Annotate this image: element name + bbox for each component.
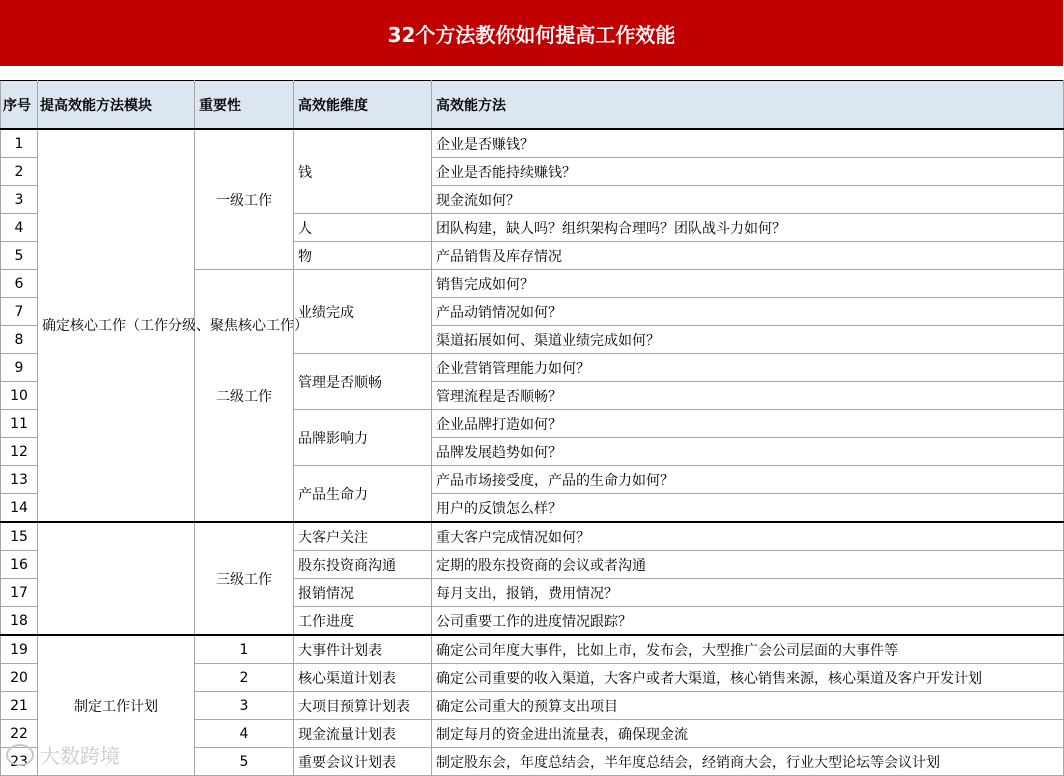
method-cell[interactable]: 重大客户完成情况如何？: [432, 522, 1064, 551]
row-index[interactable]: 15: [1, 522, 38, 551]
row-index[interactable]: 21: [1, 692, 38, 720]
header-importance[interactable]: 重要性: [195, 81, 294, 130]
method-cell[interactable]: 每月支出，报销，费用情况？: [432, 579, 1064, 607]
importance-cell[interactable]: 2: [195, 664, 294, 692]
row-index[interactable]: 9: [1, 354, 38, 382]
method-cell[interactable]: 产品市场接受度，产品的生命力如何？: [432, 466, 1064, 494]
dimension-cell[interactable]: 大事件计划表: [294, 635, 432, 664]
dimension-cell[interactable]: 工作进度: [294, 607, 432, 636]
method-cell[interactable]: 企业品牌打造如何？: [432, 410, 1064, 438]
method-cell[interactable]: 现金流如何？: [432, 186, 1064, 214]
method-cell[interactable]: 制定每月的资金进出流量表，确保现金流: [432, 720, 1064, 748]
importance-cell-level2[interactable]: 二级工作: [195, 270, 294, 523]
header-method[interactable]: 高效能方法: [432, 81, 1064, 130]
method-cell[interactable]: 品牌发展趋势如何？: [432, 438, 1064, 466]
method-cell[interactable]: 制定股东会，年度总结会，半年度总结会，经销商大会，行业大型论坛等会议计划: [432, 748, 1064, 776]
method-cell[interactable]: 定期的股东投资商的会议或者沟通: [432, 551, 1064, 579]
importance-cell[interactable]: 4: [195, 720, 294, 748]
dimension-cell[interactable]: 重要会议计划表: [294, 748, 432, 776]
row-index[interactable]: 5: [1, 242, 38, 270]
header-row: [1, 81, 1064, 130]
dimension-cell[interactable]: 现金流量计划表: [294, 720, 432, 748]
row-index[interactable]: 16: [1, 551, 38, 579]
method-cell[interactable]: 确定公司重大的预算支出项目: [432, 692, 1064, 720]
method-cell[interactable]: 销售完成如何？: [432, 270, 1064, 298]
method-cell[interactable]: 确定公司年度大事件，比如上市，发布会，大型推广会公司层面的大事件等: [432, 635, 1064, 664]
importance-cell[interactable]: 3: [195, 692, 294, 720]
method-cell[interactable]: 企业是否赚钱？: [432, 129, 1064, 158]
row-index[interactable]: 17: [1, 579, 38, 607]
dimension-cell-people[interactable]: 人: [294, 214, 432, 242]
row-index[interactable]: 11: [1, 410, 38, 438]
dimension-cell[interactable]: 报销情况: [294, 579, 432, 607]
table-row: [1, 129, 1064, 158]
watermark-text: 大数跨境: [40, 744, 120, 768]
row-index[interactable]: 7: [1, 298, 38, 326]
header-index[interactable]: 序号: [1, 81, 38, 130]
method-cell[interactable]: 团队构建，缺人吗？组织架构合理吗？团队战斗力如何？: [432, 214, 1064, 242]
sheet-title: 32个方法教你如何提高工作效能: [387, 22, 676, 47]
dimension-cell[interactable]: 大项目预算计划表: [294, 692, 432, 720]
method-cell[interactable]: 公司重要工作的进度情况跟踪？: [432, 607, 1064, 636]
row-index[interactable]: 19: [1, 635, 38, 664]
method-cell[interactable]: 用户的反馈怎么样？: [432, 494, 1064, 523]
methods-table: [0, 80, 1064, 776]
row-index[interactable]: 2: [1, 158, 38, 186]
importance-cell[interactable]: 5: [195, 748, 294, 776]
dimension-cell[interactable]: 核心渠道计划表: [294, 664, 432, 692]
row-index[interactable]: 14: [1, 494, 38, 523]
row-index[interactable]: 1: [1, 129, 38, 158]
dimension-cell-money[interactable]: 钱: [294, 129, 432, 214]
dimension-cell-brand[interactable]: 品牌影响力: [294, 410, 432, 466]
importance-cell[interactable]: 1: [195, 635, 294, 664]
row-index[interactable]: 20: [1, 664, 38, 692]
method-cell[interactable]: 企业营销管理能力如何？: [432, 354, 1064, 382]
row-index[interactable]: 8: [1, 326, 38, 354]
method-cell[interactable]: 企业是否能持续赚钱？: [432, 158, 1064, 186]
dimension-cell[interactable]: 大客户关注: [294, 522, 432, 551]
importance-cell-level3[interactable]: 三级工作: [195, 522, 294, 635]
method-cell[interactable]: 确定公司重要的收入渠道，大客户或者大渠道，核心销售来源，核心渠道及客户开发计划: [432, 664, 1064, 692]
row-index[interactable]: 13: [1, 466, 38, 494]
dimension-cell-management[interactable]: 管理是否顺畅: [294, 354, 432, 410]
header-module[interactable]: 提高效能方法模块: [38, 81, 195, 130]
row-index[interactable]: 6: [1, 270, 38, 298]
row-index[interactable]: 23: [1, 748, 38, 776]
dimension-cell[interactable]: 股东投资商沟通: [294, 551, 432, 579]
row-index[interactable]: 18: [1, 607, 38, 636]
row-index[interactable]: 3: [1, 186, 38, 214]
sheet-title-banner: [0, 0, 1063, 66]
module-cell-core[interactable]: 确定核心工作（工作分级、聚焦核心工作）: [38, 129, 195, 522]
dimension-cell-product[interactable]: 产品生命力: [294, 466, 432, 523]
dimension-cell-performance[interactable]: 业绩完成: [294, 270, 432, 354]
header-dimension[interactable]: 高效能维度: [294, 81, 432, 130]
table-row: [1, 522, 1064, 551]
module-cell-empty[interactable]: [38, 522, 195, 635]
module-cell-plan[interactable]: 制定工作计划: [38, 635, 195, 776]
row-index[interactable]: 22: [1, 720, 38, 748]
method-cell[interactable]: 渠道拓展如何、渠道业绩完成如何？: [432, 326, 1064, 354]
method-cell[interactable]: 产品动销情况如何？: [432, 298, 1064, 326]
row-index[interactable]: 12: [1, 438, 38, 466]
table-row: [1, 635, 1064, 664]
row-index[interactable]: 10: [1, 382, 38, 410]
method-cell[interactable]: 管理流程是否顺畅？: [432, 382, 1064, 410]
spacer-row: [0, 66, 1063, 80]
importance-cell-level1[interactable]: 一级工作: [195, 129, 294, 270]
row-index[interactable]: 4: [1, 214, 38, 242]
dimension-cell-goods[interactable]: 物: [294, 242, 432, 270]
method-cell[interactable]: 产品销售及库存情况: [432, 242, 1064, 270]
